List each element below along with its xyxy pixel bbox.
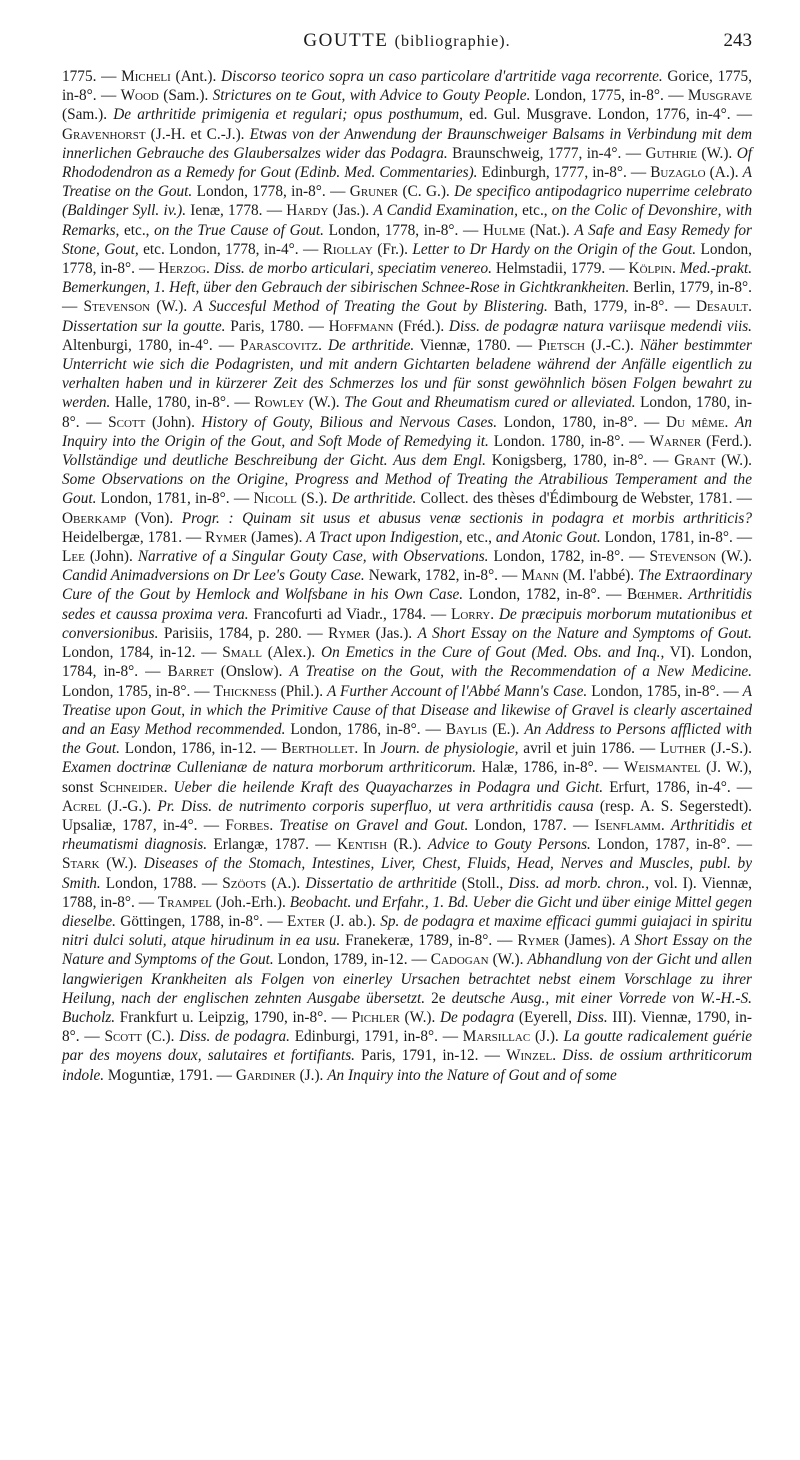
page-number: 243 [723, 30, 752, 51]
entry-title: deutsche Ausg., mit einer Vorrede von W.-H.-S. Bucholz. [62, 989, 752, 1026]
entry-author: Trampel [157, 893, 212, 911]
entry-separator: — [605, 260, 629, 278]
entry-author-detail: (James). [247, 528, 307, 546]
entry-separator: — [647, 452, 675, 470]
entry-imprint: London, 1786, in-12. [119, 740, 257, 758]
entry-separator: — [407, 951, 431, 969]
entry-title: Narrative of a Singular Gouty Case, with Observations. [137, 548, 489, 566]
entry-imprint: Francofurti ad Viadr., 1784. [248, 605, 427, 623]
entry-imprint: London, 1778, in-8°. [62, 240, 752, 278]
entry-imprint: London. 1780, in-8°. [488, 432, 625, 450]
entry-separator: — [730, 778, 753, 796]
entry-title: Diss. ad morb. chron., [508, 874, 650, 892]
entry-author-detail: In [358, 740, 381, 758]
entry-separator: — [262, 202, 287, 220]
entry-separator: 1775. — [62, 68, 122, 85]
entry-author: Forbes. [225, 816, 274, 834]
entry-separator: — [566, 816, 595, 834]
entry-imprint: London, 1786, in-8°. [285, 720, 421, 738]
bibliography-entry [97, 87, 664, 104]
entry-imprint: Moguntiæ, 1791. [104, 1066, 213, 1084]
entry-imprint: 2e [425, 989, 452, 1007]
entry-title: on the Colic of Devonshire, with Remarks, [62, 202, 752, 239]
entry-title: A Safe and Easy Remedy for Stone, Gout, [62, 221, 752, 258]
entry-separator: — [96, 87, 121, 105]
entry-imprint: Berlin, 1779, in-8°. [629, 279, 752, 297]
entry-separator: — [730, 836, 752, 854]
entry-imprint: etc., [517, 202, 552, 220]
entry-separator: — [134, 893, 158, 911]
entry-imprint: Viennæ, 1780. [414, 336, 511, 354]
entry-author-detail: (John). [84, 548, 138, 566]
bibliography-entry [230, 490, 733, 507]
entry-separator: — [308, 836, 337, 854]
entry-separator: — [420, 720, 446, 738]
entry-separator: — [624, 548, 650, 566]
entry-separator: — [263, 912, 288, 930]
entry-author: Stevenson [649, 548, 717, 566]
entry-title: Diss. de podagra. [179, 1028, 290, 1046]
entry-separator: — [635, 740, 660, 758]
entry-title: Examen doctrinæ Cullenianæ de natura morborum arthriticorum. [62, 759, 477, 777]
entry-author: Baylis [445, 720, 488, 738]
entry-author-detail: (W.). [304, 394, 345, 412]
entry-separator: — [212, 1066, 236, 1084]
entry-author: Gardiner [235, 1066, 296, 1084]
entry-title: A Further Account of l'Abbé Mann's Case. [326, 682, 588, 700]
bibliography-entry [198, 817, 567, 834]
entry-author-detail: (Ferd.). [701, 432, 753, 450]
entry-separator: — [719, 682, 743, 700]
entry-imprint: London, 1785, in-8°. [62, 682, 191, 700]
entry-separator: — [478, 1047, 507, 1065]
entry-separator: — [303, 317, 329, 335]
entry-separator: — [597, 759, 624, 777]
entry-author-detail: (J.-G.). [101, 797, 158, 815]
entry-imprint: Edinburgi, 1791, in-8°. [289, 1028, 438, 1046]
bibliography-entry [213, 337, 511, 354]
entry-author: Winzel. [506, 1047, 557, 1065]
entry-title: History of Gouty, Bilious and Nervous Cases. [201, 413, 498, 431]
entry-title: Treatise on Gravel and Gout. [279, 816, 469, 834]
entry-imprint: ed. Gul. Musgrave. London, 1776, in-4°. [462, 106, 731, 124]
entry-author: Cadogan [430, 951, 489, 969]
entry-author-detail: (C.). [141, 1028, 180, 1046]
entry-author-detail: (R.). [387, 836, 428, 854]
entry-author: Parascovitz. [239, 336, 322, 354]
entry-imprint: Erfurt, 1786, in-4°. [603, 778, 731, 796]
entry-author: Rymer [205, 528, 248, 546]
entry-author-detail: (A.). [266, 874, 306, 892]
running-header [62, 30, 752, 54]
entry-imprint: London, 1780, in-8°. [62, 394, 752, 431]
entry-author-detail: (Sam.). [158, 87, 213, 105]
entry-author: Gruner [349, 183, 399, 201]
entry-separator: — [298, 240, 323, 258]
entry-author: Pietsch [537, 336, 585, 354]
entry-separator: — [197, 816, 226, 834]
entry-author-detail: (Fréd.). [393, 317, 449, 335]
entry-title: Candid Animadversions on Dr Lee's Gouty Case. [62, 567, 365, 585]
entry-separator: — [301, 624, 329, 642]
entry-separator: — [621, 144, 646, 162]
entry-imprint: III). Viennæ, 1790, in-8°. [62, 1008, 752, 1046]
entry-author: Isenflamm. [594, 816, 665, 834]
entry-imprint: Paris, 1791, in-12. [355, 1047, 479, 1065]
bibliography-entry [256, 740, 635, 757]
entry-imprint: London, 1782, in-8°. [463, 586, 601, 604]
entry-imprint: Halle, 1780, in-8°. [110, 394, 230, 412]
entry-author: Luther [659, 740, 706, 758]
entry-author-detail: (S.). [296, 490, 332, 508]
entry-author-detail: (Onslow). [213, 663, 290, 681]
entry-author-detail: (W.). [99, 855, 144, 873]
entry-separator: — [732, 528, 753, 546]
entry-imprint: London, 1787, in-8°. [590, 836, 731, 854]
entry-author-detail: (J.). [530, 1028, 564, 1046]
bibliography-entry [190, 683, 719, 700]
entry-imprint: Bath, 1779, in-8°. [547, 298, 669, 316]
entry-title: Progr. : Quinam sit usus et abusus venæ sectionis in podagra et morbis arthriticis? [181, 509, 752, 527]
entry-imprint: (resp. A. S. Segerstedt). Upsaliæ, 1787, in-4°. [62, 797, 752, 834]
entry-imprint: London, 1785, in-8°. [587, 682, 720, 700]
entry-imprint: Erlangæ, 1787. [207, 836, 309, 854]
entry-imprint: etc., [119, 221, 155, 239]
entry-title: Diseases of the Stomach, Intestines, Liver, Chest, Fluids, Head, Nerves and Muscles, publ. by Smith. [62, 855, 752, 892]
entry-author: Marsillac [462, 1028, 531, 1046]
entry-author: Berthollet. [281, 740, 359, 758]
entry-author: Herzog. [158, 260, 210, 278]
entry-author-detail: (J.). [295, 1066, 328, 1084]
entry-author-detail: (A.). [705, 164, 743, 182]
entry-author: Szöots [222, 874, 267, 892]
entry-imprint: (Stoll., [456, 874, 509, 892]
entry-imprint: Heidelbergæ, 1781. [62, 528, 183, 546]
entry-separator: — [229, 490, 254, 508]
entry-title: De arthritide primigenia et regulari; opus posthumum, [113, 106, 463, 124]
entry-imprint: Braunschweig, 1777, in-4°. [447, 144, 622, 162]
entry-separator: — [663, 87, 688, 105]
entry-imprint: Paris, 1780. [225, 317, 304, 335]
entry-author: Guthrie [645, 144, 697, 162]
entry-author: Exter [287, 912, 326, 930]
entry-author-detail: (W.). [488, 951, 528, 969]
entry-imprint: London, 1781, in-8°. [96, 490, 230, 508]
entry-author: Hardy [286, 202, 329, 220]
entry-title: Abhandlung von der Gicht und allen langwierigen Krankheiten als Folgen von einerley Ursachen betrachtet nebst einem Vorschlage zu ihrer Heilung, nach der englischen zehnten Ausgabe übersetzt. [62, 951, 752, 1007]
entry-imprint: etc. London, 1778, in-4°. [138, 240, 299, 258]
bibliography-entry [80, 414, 638, 431]
entry-author: Nicoll [253, 490, 297, 508]
entry-title: The Gout and Rheumatism cured or alleviated. [344, 394, 636, 412]
entry-imprint: Edinburgh, 1777, in-8°. [477, 164, 627, 182]
entry-author-detail: (James). [559, 932, 621, 950]
entry-title: Med.-prakt. Bemerkungen, 1. Heft, über den Gebrauch der sibirischen Schnee-Rose in Gichtkrankheiten. [62, 260, 753, 297]
entry-imprint: London, 1778, in-8°. [192, 183, 326, 201]
entry-title: Arthritidis sedes et caussa proxima vera. [62, 586, 752, 623]
entry-title: A Treatise on the Gout. [62, 164, 752, 201]
entry-author-detail: (M. l'abbé). [558, 567, 639, 585]
entry-author: Mann [521, 567, 559, 585]
entry-author-detail: (Nat.). [525, 221, 575, 239]
entry-author: Stevenson [83, 298, 151, 316]
entry-author: Desault. [695, 298, 752, 316]
entry-separator: — [492, 932, 518, 950]
entry-imprint: London, 1784, in-12. [62, 644, 196, 662]
entry-author-detail: (J.-H. et C.-J.). [145, 125, 250, 143]
entry-author: Lee [62, 548, 85, 566]
entry-imprint: Göttingen, 1788, in-8°. [115, 912, 264, 930]
entry-title: A Short Essay on the Nature and Symptoms of the Gout. [62, 932, 752, 969]
entry-imprint: Collect. des thèses d'Édimbourg de Webster, 1781. [416, 490, 733, 508]
entry-title: Etwas von der Anwendung der Braunschweiger Balsams in Verbindung mit dem innerlichen Gebrauche des Glaubersalzes wider das Podagra. [62, 125, 753, 162]
entry-title: A Candid Examination, [373, 202, 518, 220]
entry-author: Musgrave [687, 87, 753, 105]
entry-separator: — [668, 298, 696, 316]
entry-title: Diss. de morbo articulari, speciatim venereo. [213, 260, 492, 278]
entry-separator: — [732, 490, 752, 508]
entry-title: A Succesful Method of Treating the Gout by Blistering. [193, 298, 548, 316]
entry-imprint: London, 1788. [100, 874, 197, 892]
entry-title: Some Observations on the Origine, Progress and Method of Treating the Atrabilious Temperament and the Gout. [62, 471, 752, 508]
entry-author-detail: (W.). [696, 144, 737, 162]
entry-separator: — [426, 605, 451, 623]
entry-separator: — [212, 336, 240, 354]
bibliography-entry [80, 1028, 438, 1045]
entry-author-detail: (W.). [399, 1008, 440, 1026]
entry-title: Diss. de podagræ natura variisque medendi viis. [448, 317, 752, 335]
page-title-main: GOUTTE [303, 30, 389, 51]
entry-imprint: London, 1775, in-8°. [530, 87, 664, 105]
entry-imprint: Gorice, 1775, in-8°. [62, 68, 752, 105]
entry-author: Scott [104, 1028, 142, 1046]
entry-title: Arthritidis et rheumatismi diagnosis. [62, 816, 752, 854]
entry-separator: — [437, 1028, 463, 1046]
entry-title: Beobacht. und Erfahr., 1. Bd. Ueber die Gicht und über einige Mittel gegen dieselbe. [62, 893, 752, 930]
entry-author: Rymer [328, 624, 371, 642]
entry-imprint: London, 1782, in-8°. [488, 548, 625, 566]
entry-author: Scott [108, 413, 146, 431]
entry-author: Wood [120, 87, 159, 105]
entry-separator: — [62, 298, 84, 316]
entry-author-detail: (Joh.-Erh.). [211, 893, 290, 911]
entry-separator: — [637, 413, 666, 431]
entry-author: Gravenhorst [62, 125, 146, 143]
entry-separator: — [182, 528, 206, 546]
entry-title: Journ. de physiologie, [380, 740, 519, 758]
entry-author-detail: (J. ab.). [325, 912, 381, 930]
entry-author: Riollay [322, 240, 373, 258]
entry-title: on the True Cause of Gout. [154, 221, 324, 239]
entry-separator: — [79, 413, 109, 431]
entry-separator: — [327, 1008, 352, 1026]
entry-author: Thickness [213, 682, 277, 700]
entry-title: De arthritide. [327, 336, 415, 354]
entry-separator: — [624, 432, 650, 450]
entry-title: The Extraordinary Cure of the Gout by Hemlock and Wolfsbane in his Own Case. [62, 567, 752, 604]
entry-imprint: Newark, 1782, in-8°. [364, 567, 499, 585]
entry-author-detail: (Ant.). [170, 68, 222, 85]
entry-separator: — [510, 336, 538, 354]
entry-imprint: Halæ, 1786, in-8°. [476, 759, 598, 777]
entry-imprint: London, 1780, in-8°. [497, 413, 638, 431]
entry-author: Pichler [351, 1008, 400, 1026]
entry-author-detail: (Jas.). [328, 202, 374, 220]
entry-title: De arthritide. [331, 490, 417, 508]
entry-author-detail: (Fr.). [372, 240, 413, 258]
entry-title: Strictures on te Gout, with Advice to Gouty People. [212, 87, 531, 105]
entry-author-detail: (E.). [487, 720, 525, 738]
entry-author-detail: (Sam.). [62, 106, 114, 124]
entry-title: Pr. Diss. de nutrimento corporis superfluo, ut vera arthritidis causa [157, 797, 594, 815]
entry-title: Ueber die heilende Kraft des Quayacharzes in Podagra und Gicht. [167, 778, 604, 796]
entry-author: Kentish [336, 836, 388, 854]
entry-author: Stark [62, 855, 100, 873]
page-title [62, 30, 752, 52]
entry-author-detail: (J.-S.). [705, 740, 752, 758]
entry-imprint: avril et juin 1786. [518, 740, 636, 758]
entry-imprint: London, 1778, in-8°. [323, 221, 459, 239]
entry-author-detail: (Jas.). [370, 624, 418, 642]
entry-author: Hulme [482, 221, 526, 239]
entry-author-detail: (W.). [150, 298, 194, 316]
entry-author: Weismantel [623, 759, 701, 777]
entry-title: Näher bestimmter Unterricht wie sich die Podagristen, und mit andern Gichtarten beladene während der Anfälle eigentlich zu verhalten haben und in kürzerer Zeit des Schmerzes los und für sonst gewöhnlich bösen Folgen bewahrt zu werden. [62, 336, 752, 412]
entry-author: Kölpin. [628, 260, 676, 278]
entry-separator: — [730, 106, 753, 124]
entry-title: Sp. de podagra et maxime efficaci gummi guiajaci in spiritu nitri dulci soluti, atque hirudinum in ea usu. [62, 912, 752, 950]
entry-separator: — [600, 586, 628, 604]
entry-title: Discorso teorico sopra un caso particolare d'artritide vaga recorrente. [221, 68, 663, 85]
entry-title: Dissertation sur la goutte. [62, 317, 226, 335]
entry-imprint: Franekeræ, 1789, in-8°. [340, 932, 493, 950]
entry-imprint: vol. I). Viennæ, 1788, in-8°. [62, 874, 752, 911]
entry-author-detail: (C. G.). [398, 183, 455, 201]
entry-title: De podagra [439, 1008, 515, 1026]
entry-author: Lorry. [450, 605, 495, 623]
entry-author: Du même. [665, 413, 729, 431]
entry-separator: — [79, 1028, 105, 1046]
entry-title: A Treatise on the Gout, with the Recommendation of a New Medicine. [289, 663, 752, 681]
entry-author-detail: (Von). [126, 509, 182, 527]
entry-title: De præcipuis morborum mutationibus et conversionibus. [62, 605, 752, 642]
entry-imprint: Konigsberg, 1780, in-8°. [485, 452, 648, 470]
entry-title: Diss. [576, 1008, 608, 1026]
entry-author-detail: (Alex.). [261, 644, 322, 662]
entry-author: Hoffmann [328, 317, 394, 335]
entry-author: Oberkamp [62, 509, 127, 527]
bibliography-text [62, 67, 752, 1085]
entry-separator: — [626, 164, 651, 182]
entry-title: An Inquiry into the Nature of Gout and of some [327, 1066, 617, 1084]
entry-title: An Inquiry into the Origin of the Gout, and Soft Mode of Remedying it. [62, 413, 753, 450]
entry-author-detail: (J. W.), sonst [62, 759, 752, 796]
entry-author-detail: (Phil.). [276, 682, 327, 700]
entry-title: La goutte radicalement guérie par des moyens doux, salutaires et fortifiants. [62, 1028, 752, 1065]
entry-title: De specifico antipodagrico nuperrime celebrato (Baldinger Syll. iv.). [62, 183, 752, 220]
entry-title: An Address to Persons afflicted with the Gout. [62, 720, 752, 758]
entry-title: Diss. de ossium arthriticorum indole. [62, 1047, 753, 1084]
entry-author: Barret [167, 663, 214, 681]
entry-separator: — [138, 663, 168, 681]
entry-separator: — [498, 567, 522, 585]
entry-imprint: VI). London, 1784, in-8°. [62, 644, 753, 681]
entry-title: A Short Essay on the Nature and Symptoms of Gout. [417, 624, 752, 642]
entry-separator: — [135, 260, 159, 278]
entry-imprint: Parisiis, 1784, p. 280. [158, 624, 302, 642]
bibliography-entry [213, 1067, 617, 1084]
bibliography-entry [135, 260, 605, 277]
entry-separator: — [256, 740, 282, 758]
entry-imprint: London, 1781, in-8°. [600, 528, 733, 546]
entry-author-detail: (J.-C.). [584, 336, 640, 354]
entry-separator: — [195, 644, 223, 662]
entry-author: Bœhmer. [627, 586, 683, 604]
entry-author: Rowley [254, 394, 305, 412]
entry-title: On Emetics in the Cure of Gout (Med. Obs. and Inq., [321, 644, 665, 662]
entry-imprint: Frankfurt u. Leipzig, 1790, in-8°. [115, 1008, 328, 1026]
entry-author: Acrel [62, 797, 102, 815]
entry-title: Letter to Dr Hardy on the Origin of the Gout. [412, 240, 697, 258]
entry-imprint: (Eyerell, [514, 1008, 577, 1026]
entry-title: and Atonic Gout. [495, 528, 601, 546]
entry-imprint: London, 1787. [468, 816, 567, 834]
entry-author: Schneider. [99, 778, 168, 796]
entry-author-detail: (W.). [715, 452, 752, 470]
entry-title: Vollständige und deutliche Beschreibung der Gicht. Aus dem Engl. [62, 452, 486, 470]
entry-separator: — [229, 394, 255, 412]
entry-title: Advice to Gouty Persons. [427, 836, 591, 854]
entry-imprint: Ienæ, 1778. [186, 202, 263, 220]
entry-separator: — [190, 682, 214, 700]
entry-title: Dissertatio de arthritide [305, 874, 457, 892]
entry-separator: — [325, 183, 350, 201]
bibliography-entry [62, 298, 668, 315]
entry-author: Grant [674, 452, 716, 470]
bibliography-entry [309, 836, 730, 853]
entry-title: A Treatise upon Gout, in which the Primitive Cause of that Disease and likewise of Gravel is clearly ascertained and an Easy Method recommended. [62, 682, 753, 738]
entry-author: Buzaglo [650, 164, 706, 182]
entry-author-detail: (John). [145, 413, 202, 431]
entry-author: Micheli [121, 68, 171, 85]
entry-separator: — [196, 874, 223, 892]
entry-imprint: Helmstadii, 1779. [491, 260, 606, 278]
entry-imprint: Altenburgi, 1780, in-4°. [62, 336, 213, 354]
entry-author: Rymer [517, 932, 560, 950]
entry-separator: — [458, 221, 483, 239]
entry-imprint: London, 1789, in-12. [273, 951, 408, 969]
entry-imprint: etc., [462, 528, 496, 546]
entry-title: Of Rhododendron as a Remedy for Gout (Edinb. Med. Commentaries). [62, 144, 752, 182]
entry-author: Warner [649, 432, 702, 450]
bibliography-entry [182, 529, 733, 546]
entry-author: Small [222, 644, 262, 662]
page-title-sub: (bibliographie). [394, 33, 511, 50]
entry-author-detail: (W.). [716, 548, 752, 566]
entry-title: A Tract upon Indigestion, [306, 528, 463, 546]
